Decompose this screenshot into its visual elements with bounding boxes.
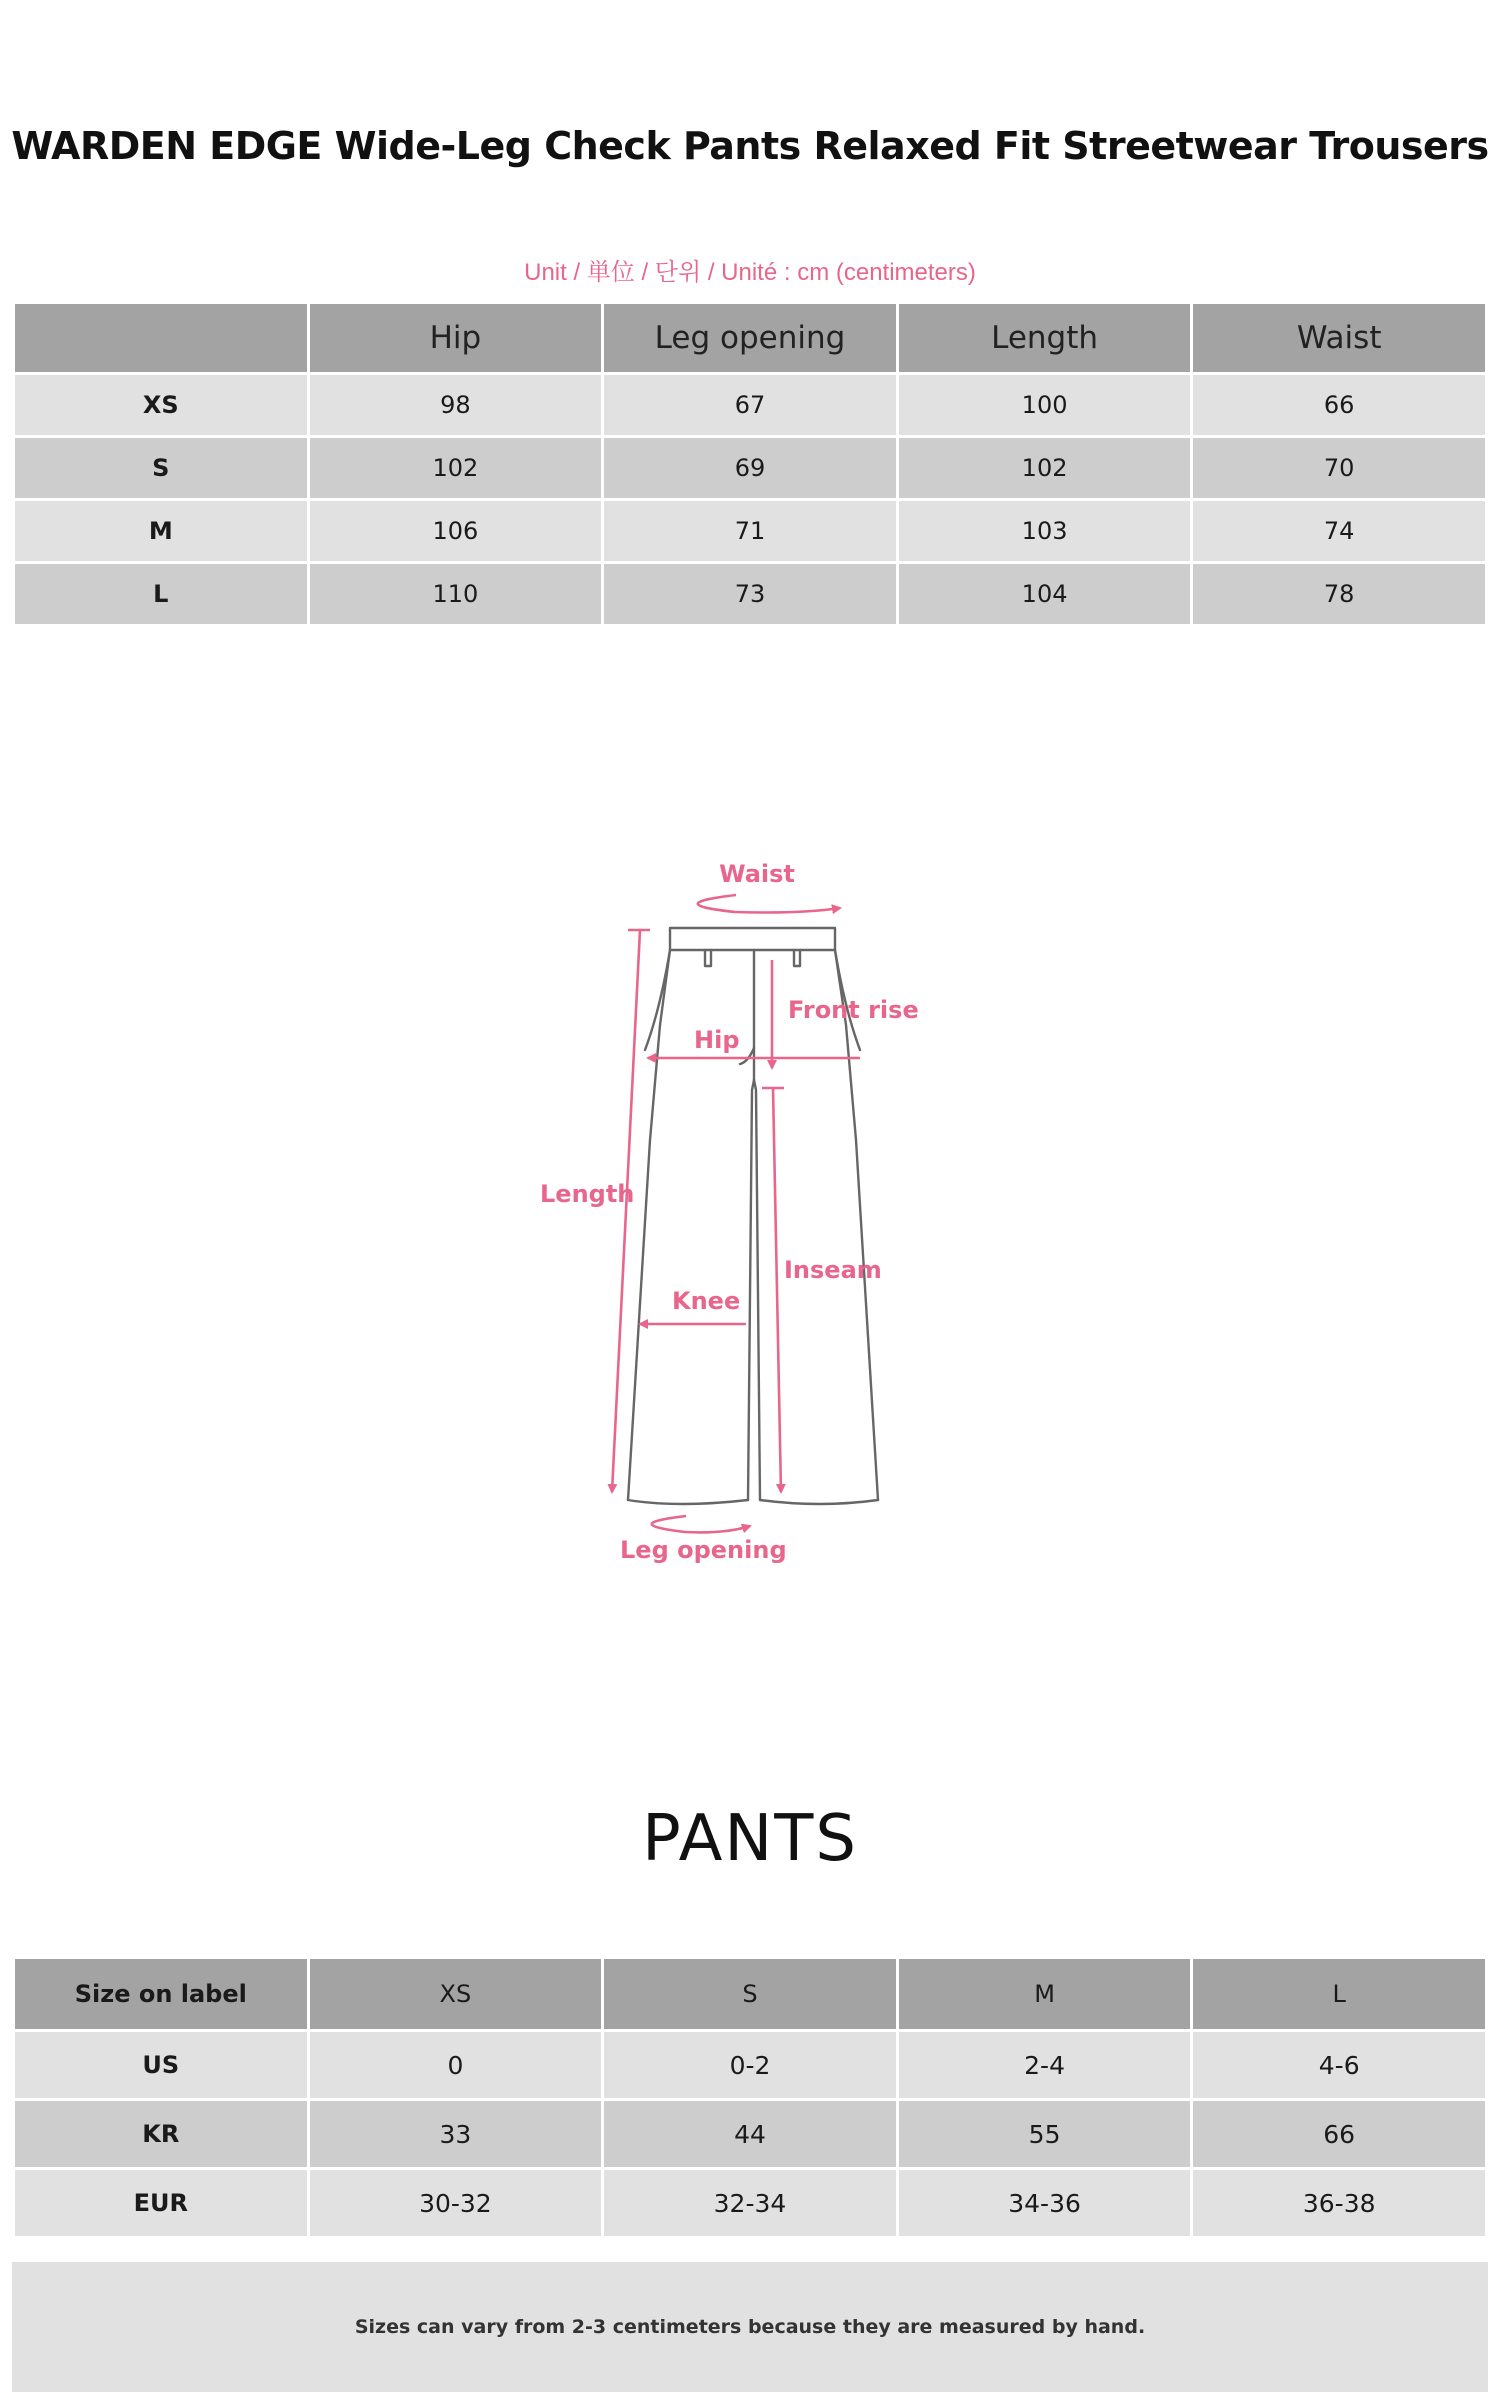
size-measurement-table	[12, 301, 1488, 627]
leg-opening-measure-arrow	[652, 1516, 750, 1532]
column-header-l: L	[1192, 1958, 1487, 2031]
column-header-blank	[14, 303, 309, 374]
table-cell: 73	[603, 563, 898, 626]
table-cell: 67	[603, 374, 898, 437]
column-header-m: M	[897, 1958, 1192, 2031]
table-cell: 32-34	[603, 2169, 898, 2238]
table-header-row	[14, 1958, 1487, 2031]
column-header-hip: Hip	[308, 303, 603, 374]
diagram-label-length: Length	[540, 1180, 635, 1208]
table-cell: 104	[897, 563, 1192, 626]
diagram-label-waist: Waist	[719, 860, 795, 888]
table-cell: 110	[308, 563, 603, 626]
table-cell: 55	[897, 2100, 1192, 2169]
table-row	[14, 563, 1487, 626]
table-cell: 34-36	[897, 2169, 1192, 2238]
table-cell: 44	[603, 2100, 898, 2169]
table-cell: 106	[308, 500, 603, 563]
waist-measure-arrow	[698, 895, 840, 913]
table-row	[14, 2031, 1487, 2100]
table-cell: 4-6	[1192, 2031, 1487, 2100]
diagram-label-inseam: Inseam	[784, 1256, 882, 1284]
table-cell: 0	[308, 2031, 603, 2100]
table-cell: 36-38	[1192, 2169, 1487, 2238]
table-row	[14, 2100, 1487, 2169]
column-header-length: Length	[897, 303, 1192, 374]
table-cell: 0-2	[603, 2031, 898, 2100]
column-header-size-on-label: Size on label	[14, 1958, 309, 2031]
table-cell: 103	[897, 500, 1192, 563]
table-cell: 33	[308, 2100, 603, 2169]
table-cell: 102	[897, 437, 1192, 500]
column-header-xs: XS	[308, 1958, 603, 2031]
diagram-label-leg-opening: Leg opening	[620, 1536, 787, 1564]
row-region-label: US	[14, 2031, 309, 2100]
row-size-label: M	[14, 500, 309, 563]
table-row	[14, 2169, 1487, 2238]
table-cell: 78	[1192, 563, 1487, 626]
page-title: WARDEN EDGE Wide-Leg Check Pants Relaxed Fit Streetwear Trousers	[11, 124, 1489, 168]
unit-note: Unit / 単位 / 단위 / Unité : cm (centimeters)	[524, 259, 976, 286]
row-region-label: EUR	[14, 2169, 309, 2238]
table-cell: 66	[1192, 374, 1487, 437]
row-region-label: KR	[14, 2100, 309, 2169]
section-heading-pants: PANTS	[642, 1802, 858, 1876]
table-cell: 102	[308, 437, 603, 500]
table-cell: 69	[603, 437, 898, 500]
table-cell: 74	[1192, 500, 1487, 563]
diagram-label-knee: Knee	[672, 1287, 741, 1315]
table-cell: 100	[897, 374, 1192, 437]
table-cell: 71	[603, 500, 898, 563]
table-row	[14, 437, 1487, 500]
table-cell: 98	[308, 374, 603, 437]
row-size-label: XS	[14, 374, 309, 437]
table-cell: 2-4	[897, 2031, 1192, 2100]
table-row	[14, 374, 1487, 437]
length-measure-arrow	[612, 930, 650, 1492]
column-header-leg-opening: Leg opening	[603, 303, 898, 374]
table-row	[14, 500, 1487, 563]
row-size-label: S	[14, 437, 309, 500]
row-size-label: L	[14, 563, 309, 626]
diagram-label-front-rise: Front rise	[788, 996, 919, 1024]
table-cell: 70	[1192, 437, 1487, 500]
column-header-s: S	[603, 1958, 898, 2031]
table-header-row	[14, 303, 1487, 374]
table-cell: 66	[1192, 2100, 1487, 2169]
measurement-disclaimer: Sizes can vary from 2-3 centimeters because they are measured by hand.	[12, 2262, 1488, 2392]
pants-measurement-diagram	[500, 840, 1000, 1580]
diagram-label-hip: Hip	[694, 1026, 740, 1054]
inseam-measure-arrow	[762, 1088, 784, 1492]
column-header-waist: Waist	[1192, 303, 1487, 374]
table-cell: 30-32	[308, 2169, 603, 2238]
size-conversion-table	[12, 1956, 1488, 2239]
